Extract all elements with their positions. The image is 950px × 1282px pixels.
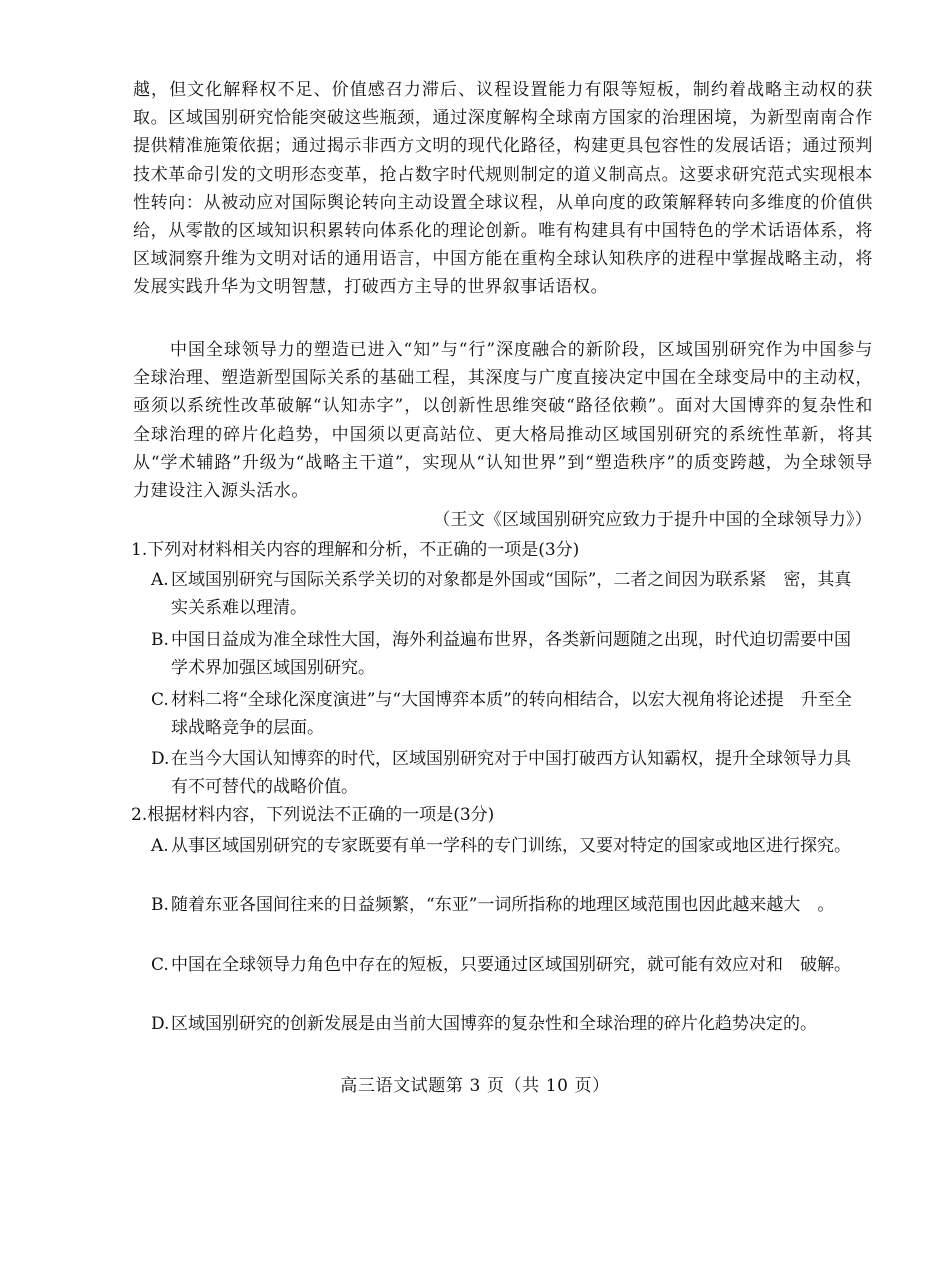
page-footer: 高三语文试题第 3 页（共 10 页） [340,1076,610,1096]
passage-source-citation: （王文《区域国别研究应致力于提升中国的全球领导力》） [433,510,872,530]
option-letter: A. [151,570,169,590]
option-letter: D. [151,749,170,769]
option-text: 中国日益成为准全球性大国，海外利益遍布世界，各类新问题随之出现，时代迫切需要中国学术界加强区域国别研究。 [171,630,851,678]
option-letter: B. [151,630,169,650]
option-text: 区域国别研究与国际关系学关切的对象都是外国或“国际”，二者之间因为联系紧 密，其真实关系难以理清。 [171,570,852,618]
option-text: 中国在全球领导力角色中存在的短板，只要通过区域国别研究，就可能有效应对和 破解。 [171,955,851,975]
question-2-stem: 2.根据材料内容，下列说法不正确的一项是(3分) [131,805,495,825]
question-2-option-b [151,891,863,919]
option-letter: D. [151,1014,170,1034]
passage-paragraph-1: 越，但文化解释权不足、价值感召力滞后、议程设置能力有限等短板，制约着战略主动权的获取。区域国别研究恰能突破这些瓶颈，通过深度解构全球南方国家的治理困境，为新型南南合作提供精准施策依据；通过揭示非西方文明的现代化路径，构建更具包容性的发展话语；通过预判技术革命引发的文明形态变革，抢占数字时代规则制定的道义制高点。这要求研究范式实现根本性转向：从被动应对国际舆论转向主动设置全球议程，从单向度的政策解释转向多维度的价值供给，从零散的区域知识积累转向体系化的理论创新。唯有构建具有中国特色的学术话语体系，将区域洞察升维为文明对话的通用语言，中国方能在重构全球认知秩序的进程中掌握战略主动，将发展实践升华为文明智慧，打破西方主导的世界叙事话语权。 [133,80,873,298]
option-text: 在当今大国认知博弈的时代，区域国别研究对于中国打破西方认知霸权，提升全球领导力具有不可替代的战略价值。 [171,749,851,797]
question-2-option-c [151,951,863,979]
option-letter: C. [151,955,169,975]
question-2-option-a [151,832,863,860]
option-letter: A. [151,836,169,856]
question-1-option-b [151,626,863,682]
question-1-stem: 1.下列对材料相关内容的理解和分析，不正确的一项是(3分) [131,540,580,560]
option-text: 材料二将“全球化深度演进”与“大国博弈本质”的转向相结合，以宏大视角将论述提 升至全球战略竞争的层面。 [171,690,852,738]
passage-paragraph-2: 中国全球领导力的塑造已进入“知”与“行”深度融合的新阶段，区域国别研究作为中国参与全球治理、塑造新型国际关系的基础工程，其深度与广度直接决定中国在全球变局中的主动权，亟须以系统性改革破解“认知赤字”，以创新性思维突破“路径依赖”。面对大国博弈的复杂性和全球治理的碎片化趋势，中国须以更高站位、更大格局推动区域国别研究的系统性革新，将其从“学术辅路”升级为“战略主干道”，实现从“认知世界”到“塑造秩序”的质变跨越，为全球领导力建设注入源头活水。 [133,340,873,502]
option-text: 随着东亚各国间往来的日益频繁，“东亚”一词所指称的地理区域范围也因此越来越大 。 [171,895,835,915]
question-1-option-c [151,686,863,742]
question-1-option-d [151,745,863,801]
option-letter: B. [151,895,169,915]
question-1-option-a [151,566,863,622]
option-text: 从事区域国别研究的专家既要有单一学科的专门训练，又要对特定的国家或地区进行探究。 [171,836,851,856]
question-2-option-d [151,1010,863,1038]
option-text: 区域国别研究的创新发展是由当前大国博弈的复杂性和全球治理的碎片化趋势决定的。 [171,1014,817,1034]
option-letter: C. [151,690,169,710]
